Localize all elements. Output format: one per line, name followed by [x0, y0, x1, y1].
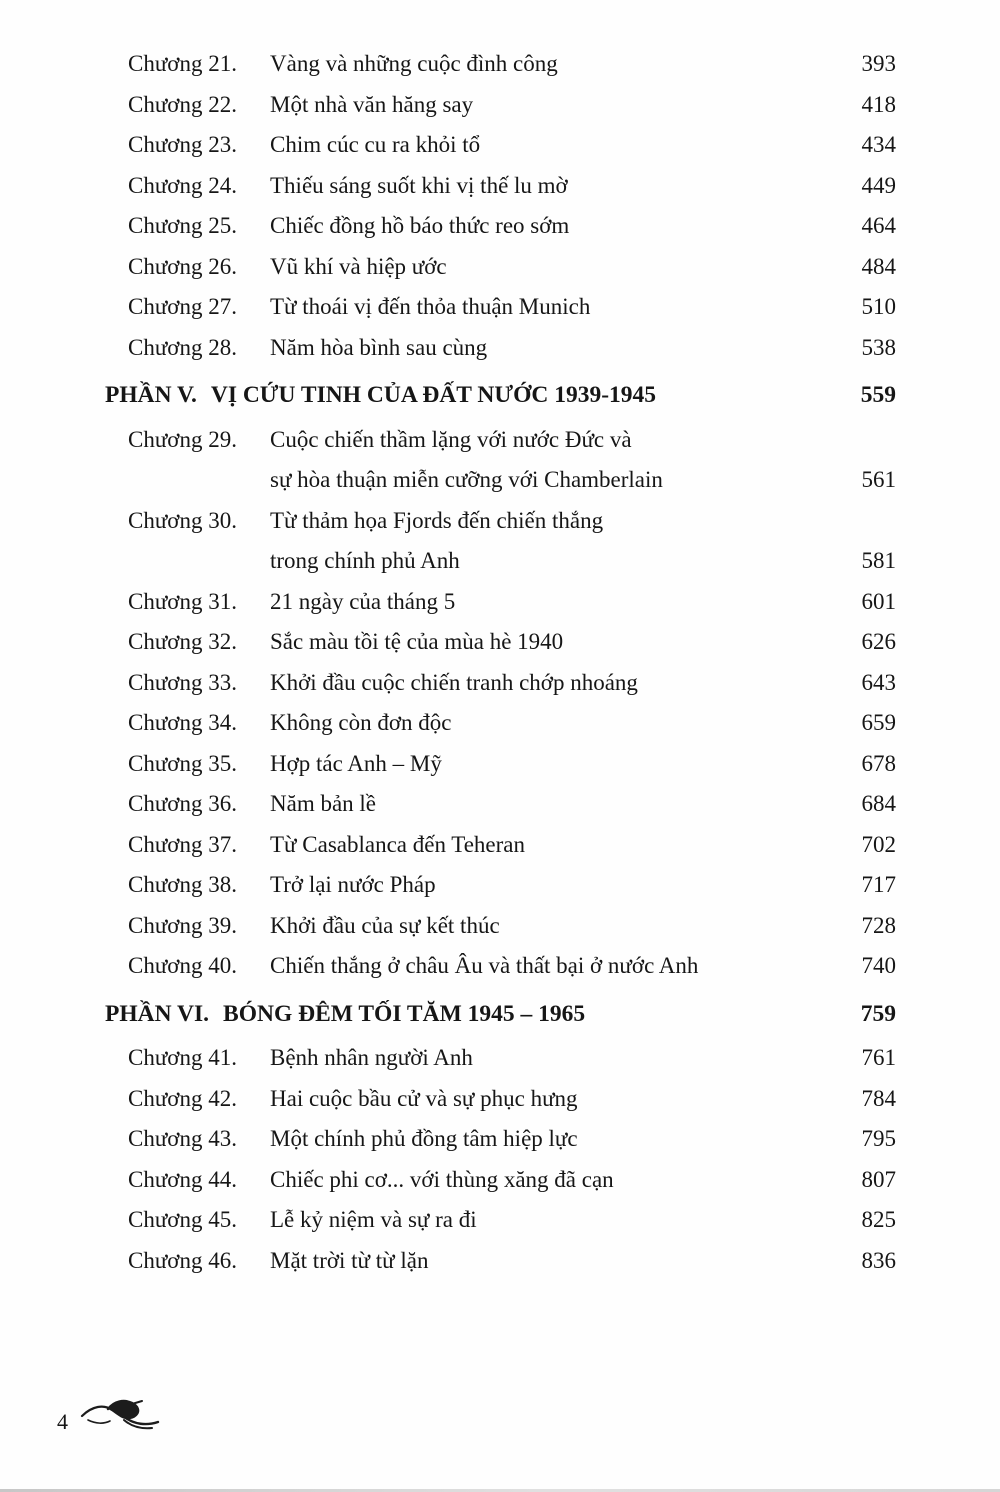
toc-entry-title	[270, 703, 844, 744]
toc-entry-title	[270, 946, 844, 987]
toc-chapter-row	[128, 744, 896, 785]
toc-entry-title	[270, 125, 844, 166]
toc-entry-label: Chương 35.	[128, 750, 237, 776]
toc-entry-page: 807	[861, 1166, 896, 1192]
toc-entry-title	[270, 1079, 844, 1120]
toc-entry-page: 581	[861, 548, 896, 573]
toc-title-line: Từ thoái vị đến thỏa thuận Munich	[270, 294, 591, 319]
toc-chapter-row	[128, 1160, 896, 1201]
toc-entry-title	[270, 1241, 844, 1282]
toc-entry-page: 559	[860, 382, 896, 408]
toc-title-line: Bệnh nhân người Anh	[270, 1045, 473, 1070]
toc-chapter-row	[128, 582, 896, 623]
toc-entry-page: 795	[861, 1126, 896, 1151]
toc-entry-page: 825	[861, 1207, 896, 1232]
toc-title-line: Một chính phủ đồng tâm hiệp lực	[270, 1126, 578, 1151]
toc-entry-label: PHẦN VI.	[105, 1000, 210, 1027]
toc-entry-label: Chương 40.	[128, 953, 237, 978]
toc-entry-page: 601	[861, 588, 896, 614]
toc-entry-title	[270, 85, 844, 126]
toc-entry-page: 464	[861, 213, 896, 238]
toc-title-line: Năm hòa bình sau cùng	[270, 334, 488, 360]
toc-entry-label: Chương 45.	[128, 1207, 237, 1232]
toc-entry-page: 759	[860, 1000, 896, 1027]
decorative-bird-illustration	[78, 1396, 164, 1437]
toc-entry-label: Chương 29.	[128, 426, 237, 452]
toc-entry-label: Chương 27.	[128, 294, 237, 319]
toc-entry-page: 626	[861, 629, 896, 654]
toc-entry-label: Chương 37.	[128, 831, 237, 857]
toc-entry-page: 836	[861, 1247, 896, 1273]
toc-title-line: Mặt trời từ từ lặn	[270, 1247, 429, 1273]
toc-entry-page: 561	[861, 467, 896, 492]
toc-entry-page: 510	[861, 294, 896, 319]
toc-title-line: Chim cúc cu ra khỏi tổ	[270, 132, 481, 157]
toc-entry-label: Chương 26.	[128, 253, 237, 279]
toc-entry-title	[270, 44, 844, 85]
toc-entry-page: 728	[861, 912, 896, 938]
toc-entry-title	[270, 1200, 844, 1241]
toc-chapter-row	[128, 1038, 896, 1079]
toc-entry-label: Chương 23.	[128, 132, 237, 157]
toc-chapter-row	[128, 906, 896, 947]
toc-entry-title	[270, 287, 844, 328]
toc-entry-title	[270, 328, 844, 369]
toc-entry-title	[270, 166, 844, 207]
toc-title-line: Khởi đầu cuộc chiến tranh chớp nhoáng	[270, 669, 638, 695]
toc-title-line: Thiếu sáng suốt khi vị thế lu mờ	[270, 172, 568, 198]
toc-entry-label: Chương 41.	[128, 1045, 237, 1070]
toc-entry-label: PHẦN V.	[105, 382, 197, 408]
toc-entry-title	[270, 247, 844, 288]
toc-entry-label: Chương 46.	[128, 1247, 237, 1273]
toc-entry-title	[270, 1038, 844, 1079]
page-footer	[57, 1396, 164, 1439]
toc-entry-page: 643	[861, 669, 896, 695]
toc-title-line: Chiếc đồng hồ báo thức reo sớm	[270, 213, 570, 238]
toc-title-line: Hai cuộc bầu cử và sự phục hưng	[270, 1085, 578, 1111]
toc-part-row	[105, 375, 896, 416]
toc-entry-page: 678	[861, 750, 896, 776]
toc-entry-label: Chương 31.	[128, 588, 237, 614]
toc-title-line: Trở lại nước Pháp	[270, 872, 436, 897]
toc-title-line: Không còn đơn độc	[270, 710, 452, 735]
toc-title-line: Một nhà văn hăng say	[270, 91, 474, 117]
toc-title-line: 21 ngày của tháng 5	[270, 588, 456, 614]
table-of-contents	[105, 44, 896, 1281]
toc-entry-label: Chương 21.	[128, 51, 237, 76]
toc-title-line: Từ thảm họa Fjords đến chiến thắng	[270, 507, 604, 533]
toc-entry-label: Chương 30.	[128, 507, 237, 533]
toc-chapter-row	[128, 1119, 896, 1160]
toc-entry-page: 717	[861, 872, 896, 897]
toc-entry-label: Chương 42.	[128, 1085, 237, 1111]
toc-entry-label: Chương 25.	[128, 213, 237, 238]
toc-title-line: BÓNG ĐÊM TỐI TĂM 1945 – 1965	[223, 1000, 586, 1027]
toc-title-line: sự hòa thuận miễn cưỡng với Chamberlain	[270, 467, 663, 492]
toc-chapter-row	[128, 703, 896, 744]
toc-entry-title	[270, 582, 844, 623]
toc-entry-title	[270, 865, 844, 906]
toc-entry-title	[270, 622, 844, 663]
toc-chapter-row	[128, 125, 896, 166]
toc-entry-title	[223, 994, 844, 1035]
toc-entry-label: Chương 34.	[128, 710, 237, 735]
toc-entry-page: 538	[861, 334, 896, 360]
toc-entry-page: 702	[861, 831, 896, 857]
toc-chapter-row	[128, 287, 896, 328]
toc-chapter-row	[128, 501, 896, 582]
toc-entry-title	[211, 375, 844, 416]
toc-entry-page: 684	[861, 791, 896, 816]
toc-title-line: Khởi đầu của sự kết thúc	[270, 912, 500, 938]
toc-chapter-row	[128, 663, 896, 704]
toc-chapter-row	[128, 1079, 896, 1120]
toc-entry-page: 393	[861, 51, 896, 76]
toc-entry-page: 659	[861, 710, 896, 735]
toc-chapter-row	[128, 420, 896, 501]
toc-entry-title	[270, 206, 844, 247]
toc-entry-page: 740	[861, 953, 896, 978]
toc-title-line: Chiếc phi cơ... với thùng xăng đã cạn	[270, 1166, 614, 1192]
toc-entry-label: Chương 28.	[128, 334, 237, 360]
toc-entry-page: 484	[861, 253, 896, 279]
toc-entry-label: Chương 38.	[128, 872, 237, 897]
toc-title-line: Vàng và những cuộc đình công	[270, 51, 558, 76]
toc-chapter-row	[128, 1241, 896, 1282]
toc-entry-title	[270, 1160, 844, 1201]
toc-entry-label: Chương 33.	[128, 669, 237, 695]
toc-entry-page: 449	[861, 172, 896, 198]
toc-title-line: Cuộc chiến thầm lặng với nước Đức và	[270, 426, 632, 452]
toc-chapter-row	[128, 825, 896, 866]
toc-entry-page: 418	[861, 91, 896, 117]
toc-title-line: VỊ CỨU TINH CỦA ĐẤT NƯỚC 1939-1945	[210, 382, 657, 408]
toc-chapter-row	[128, 328, 896, 369]
folio-page-number: 4	[57, 1409, 68, 1434]
toc-title-line: Năm bản lề	[270, 791, 377, 816]
toc-entry-label: Chương 22.	[128, 91, 237, 117]
toc-title-line: Lễ kỷ niệm và sự ra đi	[270, 1207, 477, 1232]
toc-entry-label: Chương 32.	[128, 629, 237, 654]
toc-chapter-row	[128, 865, 896, 906]
toc-title-line: Chiến thắng ở châu Âu và thất bại ở nước Anh	[270, 953, 699, 978]
toc-entry-title	[270, 1119, 844, 1160]
toc-chapter-row	[128, 247, 896, 288]
toc-entry-label: Chương 24.	[128, 172, 237, 198]
toc-chapter-row	[128, 946, 896, 987]
toc-chapter-row	[128, 206, 896, 247]
toc-chapter-row	[128, 44, 896, 85]
toc-chapter-row	[128, 85, 896, 126]
toc-entry-title	[270, 825, 844, 866]
toc-entry-title	[270, 744, 844, 785]
toc-entry-label: Chương 43.	[128, 1126, 237, 1151]
toc-part-row	[105, 994, 896, 1035]
toc-chapter-row	[128, 622, 896, 663]
toc-chapter-row	[128, 784, 896, 825]
toc-chapter-row	[128, 1200, 896, 1241]
toc-entry-label: Chương 39.	[128, 912, 237, 938]
toc-entry-title	[270, 501, 844, 582]
toc-title-line: Hợp tác Anh – Mỹ	[270, 750, 442, 776]
toc-entry-page: 434	[861, 132, 896, 157]
toc-title-line: Từ Casablanca đến Teheran	[270, 831, 526, 857]
toc-entry-page: 784	[861, 1085, 896, 1111]
toc-title-line: trong chính phủ Anh	[270, 548, 460, 573]
toc-entry-title	[270, 784, 844, 825]
toc-chapter-row	[128, 166, 896, 207]
toc-entry-title	[270, 906, 844, 947]
toc-entry-title	[270, 663, 844, 704]
toc-entry-label: Chương 36.	[128, 791, 237, 816]
toc-entry-page: 761	[861, 1045, 896, 1070]
toc-title-line: Vũ khí và hiệp ước	[270, 253, 447, 279]
toc-entry-label: Chương 44.	[128, 1166, 237, 1192]
toc-title-line: Sắc màu tồi tệ của mùa hè 1940	[270, 629, 564, 654]
toc-entry-title	[270, 420, 844, 501]
